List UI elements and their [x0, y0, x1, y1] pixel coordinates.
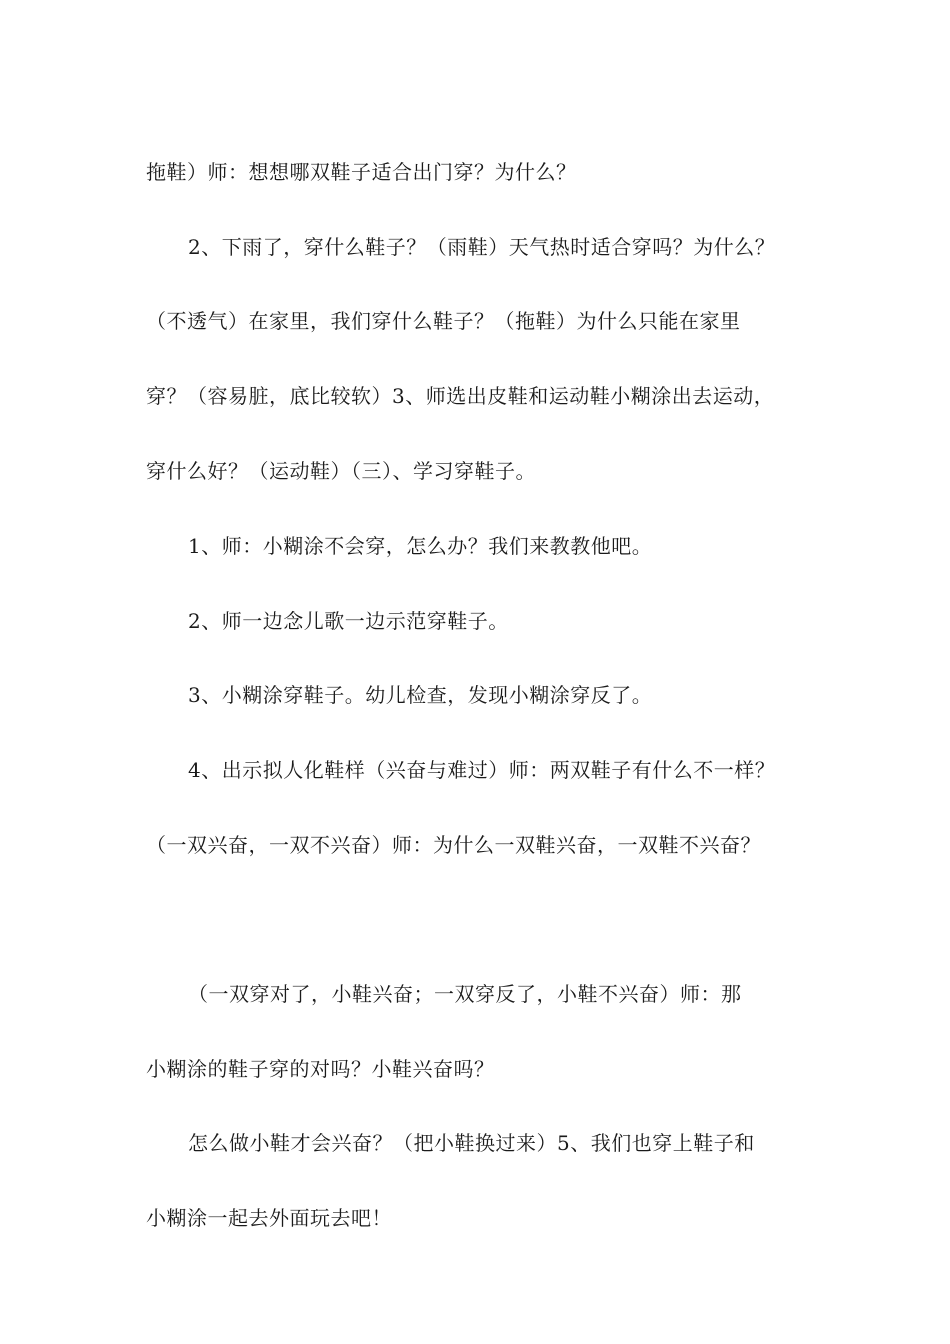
- text-line-1: 拖鞋）师：想想哪双鞋子适合出门穿？为什么？: [146, 160, 577, 184]
- text-line-5: 穿什么好？（运动鞋）（三）、学习穿鞋子。: [146, 459, 536, 483]
- text-line-7: 2、师一边念儿歌一边示范穿鞋子。: [188, 609, 509, 633]
- text-line-9: 4、出示拟人化鞋样（兴奋与难过）师：两双鞋子有什么不一样？: [188, 758, 776, 782]
- text-line-14: 小糊涂一起去外面玩去吧！: [146, 1206, 392, 1230]
- text-line-2: 2、下雨了，穿什么鞋子？（雨鞋）天气热时适合穿吗？为什么？: [188, 235, 776, 259]
- text-line-11: （一双穿对了，小鞋兴奋；一双穿反了，小鞋不兴奋）师：那: [188, 982, 742, 1006]
- text-line-6: 1、师：小糊涂不会穿，怎么办？我们来教教他吧。: [188, 534, 653, 558]
- text-line-10: （一双兴奋，一双不兴奋）师：为什么一双鞋兴奋，一双鞋不兴奋？: [146, 833, 761, 857]
- text-line-3: （不透气）在家里，我们穿什么鞋子？（拖鞋）为什么只能在家里: [146, 309, 741, 333]
- text-line-12: 小糊涂的鞋子穿的对吗？小鞋兴奋吗？: [146, 1057, 495, 1081]
- text-line-8: 3、小糊涂穿鞋子。幼儿检查，发现小糊涂穿反了。: [188, 683, 653, 707]
- text-line-13: 怎么做小鞋才会兴奋？（把小鞋换过来）5、我们也穿上鞋子和: [188, 1131, 755, 1155]
- text-line-4: 穿？（容易脏，底比较软）3、师选出皮鞋和运动鞋小糊涂出去运动，: [146, 384, 775, 408]
